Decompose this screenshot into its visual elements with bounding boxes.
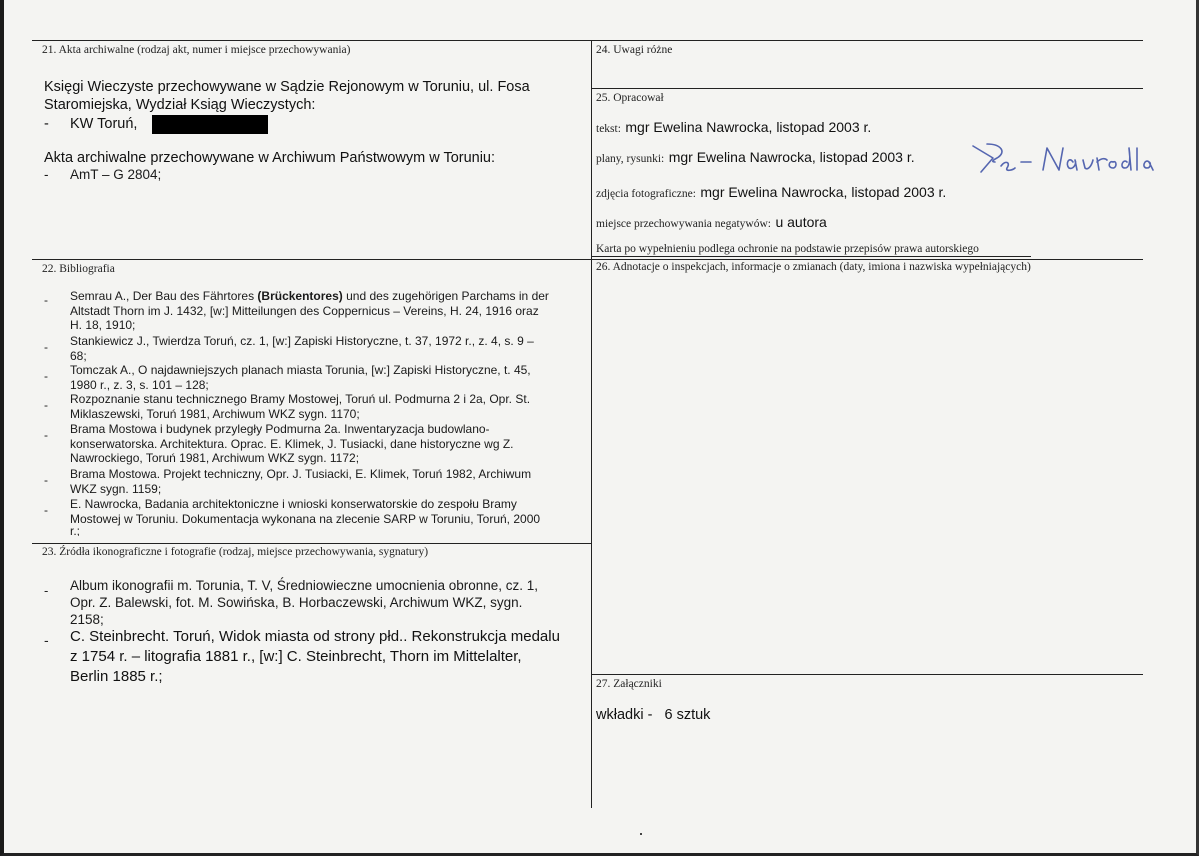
s25-zdjecia-row <box>596 184 946 202</box>
bib-item-3 <box>70 363 590 392</box>
s25-plany-row <box>596 149 915 167</box>
redaction-bar <box>152 115 268 134</box>
icon-item-1 <box>70 577 590 628</box>
bib-item-3-line1: Tomczak A., O najdawniejszych planach miasta Torunia, [w:] Zapiski Historyczne, t. 45, <box>70 363 531 377</box>
icon-item-dash: - <box>44 632 49 648</box>
bib-item-1-line3: H. 18, 1910; <box>70 318 136 332</box>
s21-kw-dash: - <box>44 116 49 132</box>
bib-item-6 <box>70 467 590 496</box>
bib-item-6-line2: WKZ sygn. 1159; <box>70 481 162 496</box>
rule-26-27 <box>591 674 1143 675</box>
icon-item-dash: - <box>44 583 49 598</box>
bib-item-dash: - <box>44 398 48 412</box>
section-26-label: 26. Adnotacje o inspekcjach, informacje o zmianach (daty, imiona i nazwiska wypełniających) <box>596 261 1031 273</box>
bib-item-5-line1: Brama Mostowa i budynek przyległy Podmurna 2a. Inwentaryzacja budowlano- <box>70 422 490 436</box>
icon-item-2-line2: z 1754 r. – litografia 1881 r., [w:] C. Steinbrecht, Thorn im Mittelalter, <box>70 648 522 665</box>
column-divider <box>591 40 592 808</box>
s25-tekst-row <box>596 119 871 137</box>
bib-item-7-line2: Mostowej w Toruniu. Dokumentacja wykonana na zlecenie SARP w Toruniu, Toruń, 2000 <box>70 511 541 526</box>
bib-item-dash: - <box>44 503 48 517</box>
attachments-value: wkładki - 6 sztuk <box>596 707 711 723</box>
section-27-label: 27. Załączniki <box>596 678 662 690</box>
zdjecia-label: zdjęcia fotograficzne: <box>596 188 696 200</box>
bib-item-7-line3: r.; <box>70 526 81 536</box>
bib-item-1-text: Semrau A., Der Bau des Fährtores <box>70 289 258 303</box>
bib-item-dash: - <box>44 428 48 442</box>
icon-item-1-line3: 2158; <box>70 612 104 627</box>
bib-item-1 <box>70 289 590 333</box>
icon-item-1-line2: Opr. Z. Balewski, fot. M. Sowińska, B. Horbaczewski, Archiwum WKZ, sygn. <box>70 595 523 610</box>
rule-25-26-underline <box>591 256 1031 257</box>
scan-mark <box>640 833 642 835</box>
rule-22-23 <box>32 543 591 544</box>
icon-item-2-line1: C. Steinbrecht. Toruń, Widok miasta od strony płd.. Rekonstrukcja medalu <box>70 628 560 645</box>
tekst-label: tekst: <box>596 123 621 135</box>
bib-item-5-line3: Nawrockiego, Toruń 1981, Archiwum WKZ sygn. 1172; <box>70 451 360 465</box>
section-25-label: 25. Opracował <box>596 92 664 104</box>
s21-para1-line1: Księgi Wieczyste przechowywane w Sądzie Rejonowym w Toruniu, ul. Fosa <box>44 79 530 95</box>
icon-item-2 <box>70 627 590 687</box>
bib-item-4-line1: Rozpoznanie stanu technicznego Bramy Mostowej, Toruń ul. Podmurna 2 i 2a, Opr. St. <box>70 392 531 406</box>
tekst-value: mgr Ewelina Nawrocka, listopad 2003 r. <box>625 119 872 135</box>
bib-item-dash: - <box>44 473 48 487</box>
bib-item-dash: - <box>44 293 48 307</box>
bib-item-7 <box>70 497 590 536</box>
s21-para2: Akta archiwalne przechowywane w Archiwum Państwowym w Toruniu: <box>44 150 496 166</box>
bib-item-dash: - <box>44 369 48 383</box>
miejsce-label: miejsce przechowywania negatywów: <box>596 218 771 230</box>
bib-item-1-text-end: und des zugehörigen Parchams in der <box>342 289 549 303</box>
section-21-label: 21. Akta archiwalne (rodzaj akt, numer i miejsce przechowywania) <box>42 44 351 56</box>
karta-copyright-note: Karta po wypełnieniu podlega ochronie na podstawie przepisów prawa autorskiego <box>596 243 979 255</box>
plany-label: plany, rysunki: <box>596 153 665 165</box>
bib-item-6-line1: Brama Mostowa. Projekt techniczny, Opr. J. Tusiacki, E. Klimek, Toruń 1982, Archiwum <box>70 467 532 481</box>
bib-item-4 <box>70 392 590 421</box>
rule-21-22 <box>32 259 1143 260</box>
bib-item-5 <box>70 422 590 466</box>
section-23-label: 23. Źródła ikonograficzne i fotografie (rodzaj, miejsce przechowywania, sygnatury) <box>42 546 429 558</box>
s25-miejsce-row <box>596 214 827 232</box>
icon-item-1-line1: Album ikonografii m. Torunia, T. V, Średniowieczne umocnienia obronne, cz. 1, <box>70 578 539 593</box>
section-22-label: 22. Bibliografia <box>42 263 115 275</box>
handwritten-signature <box>965 140 1155 180</box>
section-24-label: 24. Uwagi różne <box>596 44 673 56</box>
bib-item-2-line1: Stankiewicz J., Twierdza Toruń, cz. 1, [w:] Zapiski Historyczne, t. 37, 1972 r., z. 4, s. 9 – <box>70 334 534 348</box>
miejsce-value: u autora <box>775 214 827 230</box>
s21-amt-dash: - <box>44 167 49 182</box>
bib-item-2-line2: 68; <box>70 348 87 363</box>
plany-value: mgr Ewelina Nawrocka, listopad 2003 r. <box>668 149 915 165</box>
bib-item-1-line2: Altstadt Thorn im J. 1432, [w:] Mitteilungen des Coppernicus – Vereins, H. 24, 1916 oraz <box>70 303 539 318</box>
bib-item-3-line2: 1980 r., z. 3, s. 101 – 128; <box>70 377 209 392</box>
s21-amt-entry: AmT – G 2804; <box>70 167 162 182</box>
bib-item-dash: - <box>44 340 48 354</box>
bib-item-1-bold: (Brückentores) <box>257 289 343 303</box>
s21-kw-entry: KW Toruń, <box>70 116 138 132</box>
top-rule <box>32 40 1143 41</box>
bib-item-4-line2: Miklaszewski, Toruń 1981, Archiwum WKZ sygn. 1170; <box>70 406 360 421</box>
bib-item-2 <box>70 334 590 363</box>
zdjecia-value: mgr Ewelina Nawrocka, listopad 2003 r. <box>700 184 947 200</box>
rule-24-25 <box>591 88 1143 89</box>
s21-para1-line2: Staromiejska, Wydział Ksiąg Wieczystych: <box>44 97 316 113</box>
bib-item-5-line2: konserwatorska. Architektura. Oprac. E. Klimek, J. Tusiacki, dane historyczne wg Z. <box>70 436 514 451</box>
bib-item-7-line1: E. Nawrocka, Badania architektoniczne i wnioski konserwatorskie do zespołu Bramy <box>70 497 517 511</box>
icon-item-2-line3: Berlin 1885 r.; <box>70 668 163 685</box>
